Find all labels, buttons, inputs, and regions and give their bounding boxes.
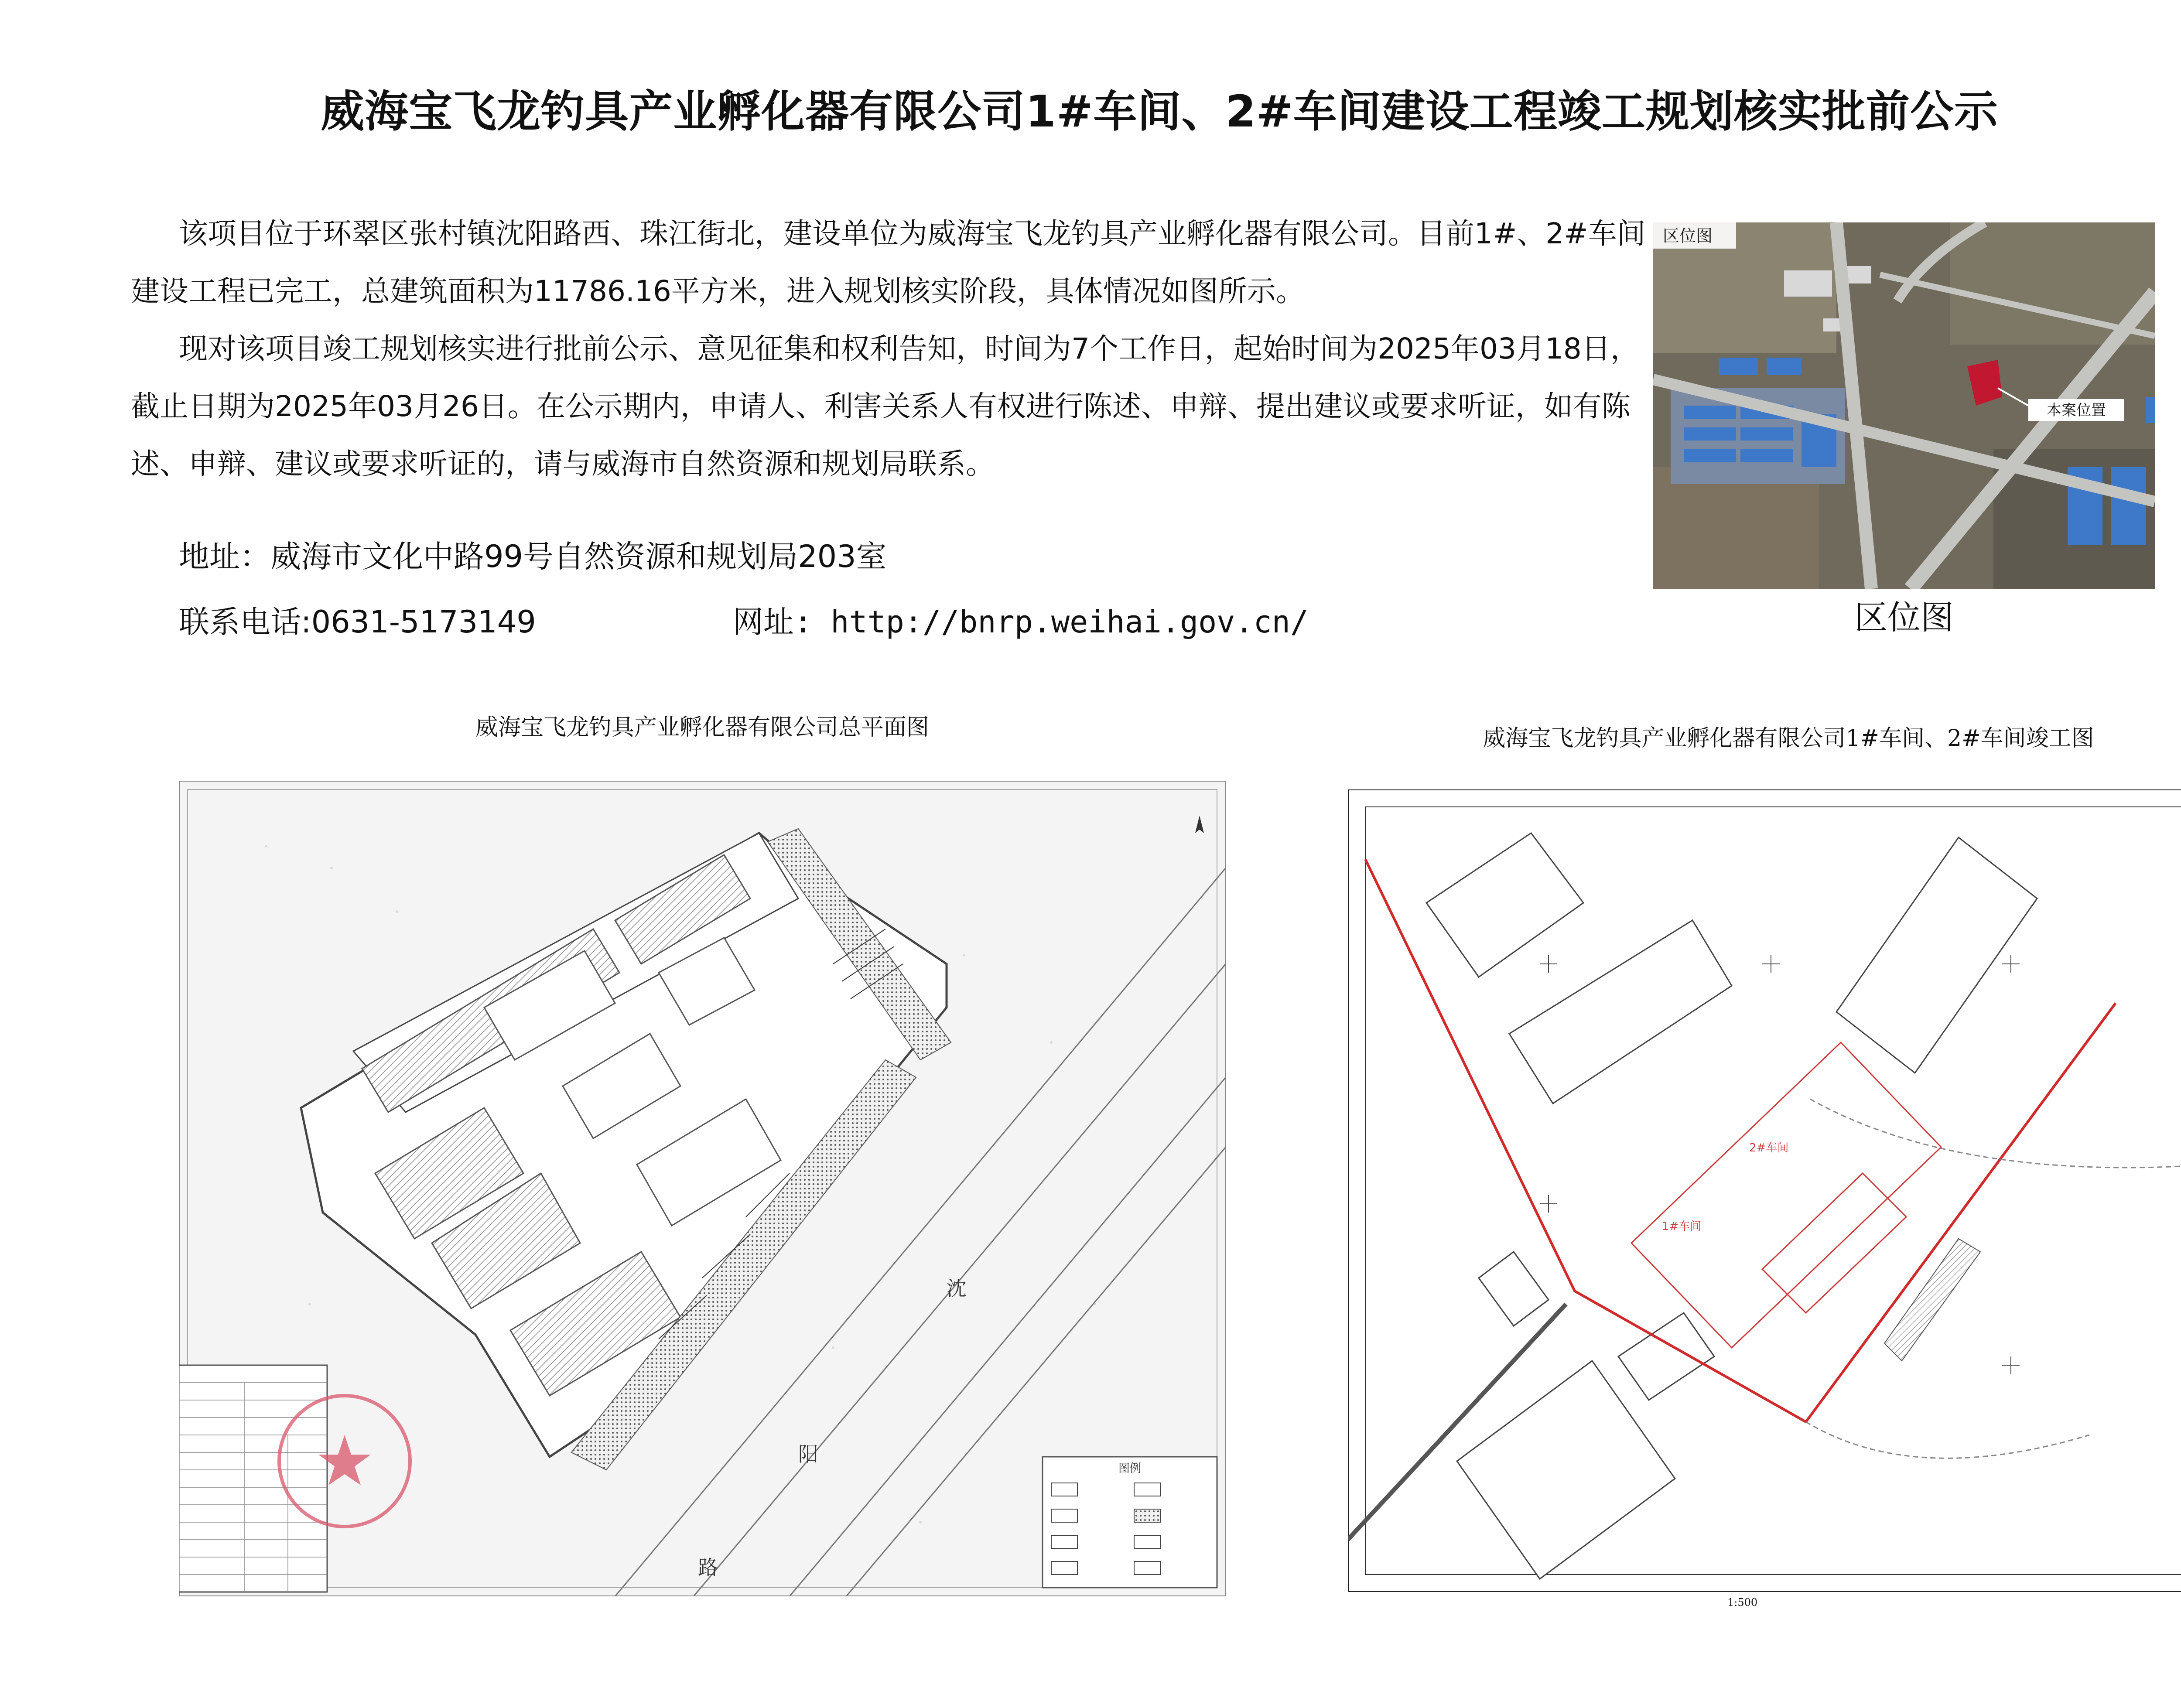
paragraph-project-info: 该项目位于环翠区张村镇沈阳路西、珠江街北，建设单位为威海宝飞龙钓具产业孵化器有限公司。目前1#、2#车间建设工程已完工，总建筑面积为11786.16平方米，进入规划核实阶段，具体情况如图所示。 [131,217,1646,308]
site-plan-caption: 威海宝飞龙钓具产业孵化器有限公司总平面图 [475,714,929,741]
map-inset-label: 区位图 [1663,226,1713,246]
scale-label: 1:500 [1727,1596,1758,1609]
site-plan-legend [1043,1457,1217,1588]
site-plan-data-table [179,1365,327,1592]
completion-plan-caption: 威海宝飞龙钓具产业孵化器有限公司1#车间、2#车间竣工图 [1483,725,2094,752]
building-2-label: 2#车间 [1749,1141,1789,1155]
website-line[interactable] [733,598,1309,642]
road-char-1: 沈 [947,1277,967,1300]
site-plan [179,781,1226,1596]
location-map-caption: 区位图 [1854,598,1954,637]
phone-line: 联系电话:0631-5173149 [179,604,536,640]
project-location-label: 本案位置 [2047,402,2106,419]
paragraph-notice: 现对该项目竣工规划核实进行批前公示、意见征集和权利告知，时间为7个工作日，起始时间为2025年03月18日，截止日期为2025年03月26日。在公示期内，申请人、利害关系人有权进行陈述、申辩、提出建议或要求听证，如有陈述、申辩、建议或要求听证的，请与威海市自然资源和规划局联系。 [131,332,1639,481]
page-title: 威海宝飞龙钓具产业孵化器有限公司1#车间、2#车间建设工程竣工规划核实批前公示 [321,86,1998,137]
aerial-image [1653,222,2155,589]
website-text: 网址: http://bnrp.weihai.gov.cn/ [733,604,1309,640]
building-1-label: 1#车间 [1662,1220,1702,1233]
legend-title: 图例 [1118,1462,1142,1475]
site-plan-drawing [179,781,1226,1596]
completion-plan [1348,789,2181,1592]
intro-text [131,205,1658,493]
road-char-2: 阳 [798,1442,818,1466]
address-line: 地址：威海市文化中路99号自然资源和规划局203室 [179,539,887,574]
location-map [1653,222,2155,589]
completion-plan-drawing [1348,789,2181,1592]
road-char-3: 路 [698,1556,718,1579]
